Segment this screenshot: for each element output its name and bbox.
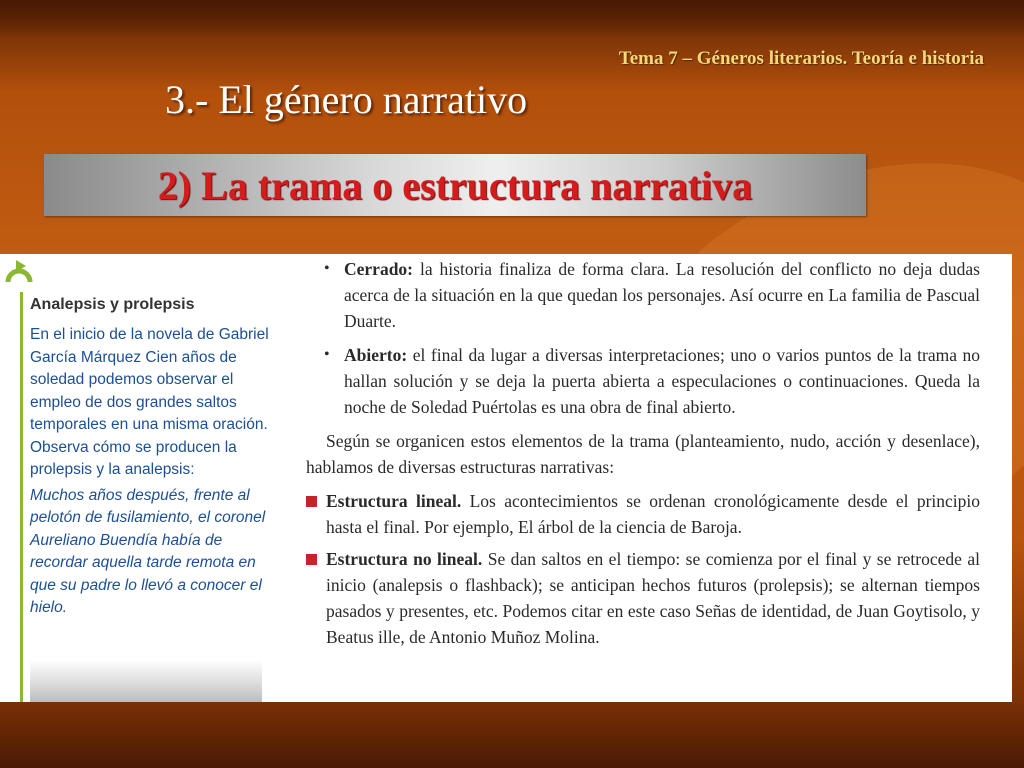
textbook-excerpt	[0, 254, 1012, 702]
bullet-open	[324, 342, 980, 420]
linear-structure-item	[306, 488, 980, 540]
slide-header: Tema 7 – Géneros literarios. Teoría e historia	[618, 48, 984, 69]
bullet-closed-term: Cerrado:	[344, 259, 414, 279]
bullet-open-text: el final da lugar a diversas interpretaciones; uno o varios puntos de la trama no hallan solución y se deja la puerta abierta a especulaciones o continuaciones. Queda la noche de Soledad Puértolas es una obra de final abierto.	[344, 345, 981, 417]
sidebar-paragraph: En el inicio de la novela de Gabriel García Márquez Cien años de soledad podemos observar el empleo de dos grandes saltos temporales en una misma oración. Observa cómo se producen la prolepsis y la analepsis:	[30, 326, 269, 478]
subtitle-text: 2) La trama o estructura narrativa	[157, 163, 753, 208]
green-curved-arrow-icon	[2, 258, 36, 296]
bullet-closed	[324, 256, 980, 334]
bullet-dot-icon: •	[324, 346, 330, 363]
sidebar-quote: Muchos años después, frente al pelotón de fusilamiento, el coronel Aureliano Buendía había de recordar aquella tarde remota en que su padre lo llevó a conocer el hielo.	[30, 486, 266, 616]
bottom-dark-band	[0, 702, 1024, 768]
linear-structure-text: Los acontecimientos se ordenan cronológicamente desde el principio hasta el final. Por ejemplo, El árbol de la ciencia de Baroja.	[326, 491, 981, 537]
sidebar-box	[0, 254, 290, 702]
bullet-open-term: Abierto:	[344, 345, 408, 365]
sidebar-photo	[30, 660, 262, 702]
sidebar-body	[30, 324, 270, 623]
red-square-bullet-icon	[306, 496, 317, 507]
red-square-bullet-icon	[306, 554, 317, 565]
bullet-closed-text: la historia finaliza de forma clara. La resolución del conflicto no deja dudas acerca de la situación en la que quedan los personajes. Así ocurre en La familia de Pascual Duarte.	[344, 259, 980, 331]
top-dark-band	[0, 0, 1024, 38]
nonlinear-structure-text: Se dan saltos en el tiempo: se comienza por el final y se retrocede al inicio (analepsis o flashback); se anticipan hechos futuros (prolepsis); se alternan tiempos pasados y presentes, etc. Podemos citar en este caso Señas de identidad, de Juan Goytisolo, y Beatus ille, de Antonio Muñoz Molina.	[326, 549, 980, 647]
nonlinear-structure-term: Estructura no lineal.	[326, 549, 483, 569]
nonlinear-structure-item	[306, 546, 980, 650]
slide-title: 3.- El género narrativo	[165, 77, 528, 122]
bullet-dot-icon: •	[324, 260, 330, 277]
linear-structure-term: Estructura lineal.	[326, 491, 462, 511]
main-text	[306, 256, 980, 656]
sidebar-heading: Analepsis y prolepsis	[30, 296, 195, 313]
sidebar-green-rule	[20, 292, 23, 702]
subtitle-banner	[44, 154, 866, 216]
structures-paragraph: Según se organicen estos elementos de la trama (planteamiento, nudo, acción y desenlace), hablamos de diversas estructuras narrativas:	[306, 431, 980, 477]
